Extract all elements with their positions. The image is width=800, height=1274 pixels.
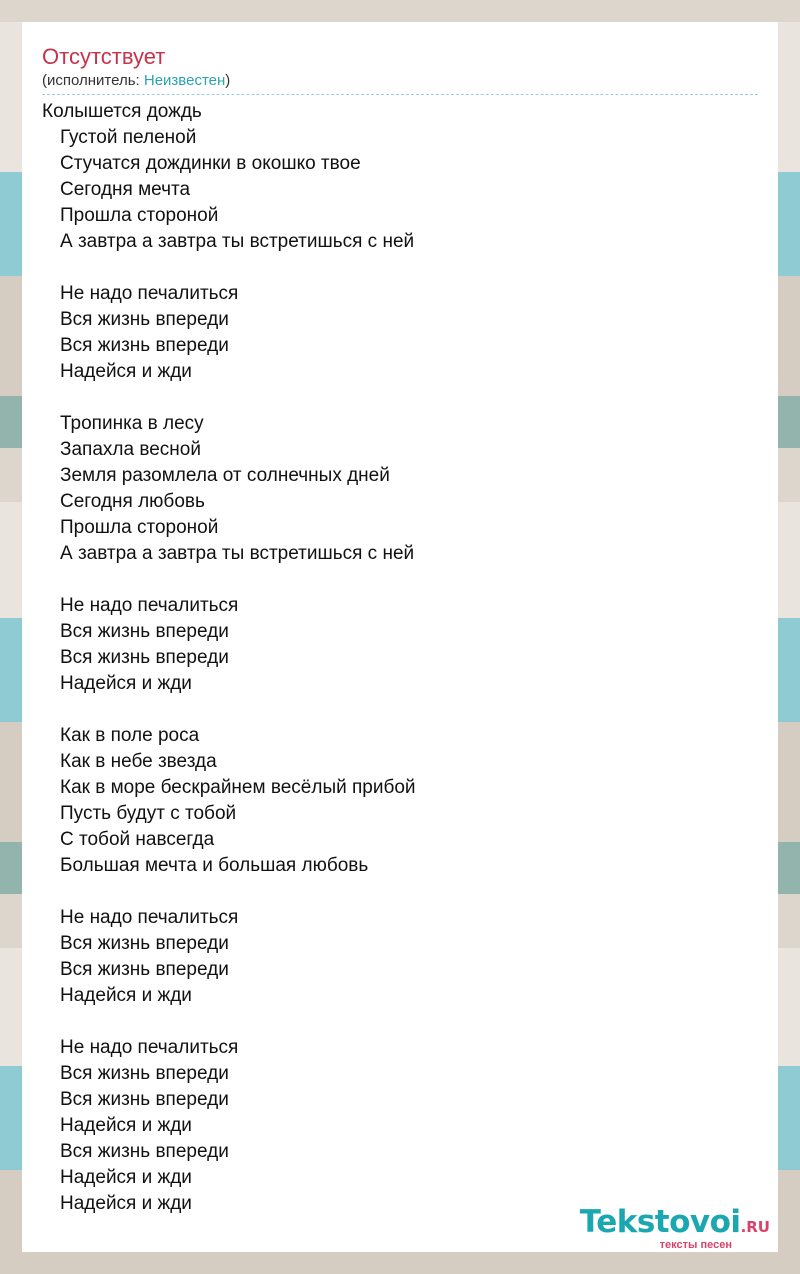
lyric-line: Как в море бескрайнем весёлый прибой <box>60 777 416 798</box>
song-title: Отсутствует <box>42 44 166 69</box>
lyric-line <box>42 879 758 905</box>
lyric-line: Надейся и жди <box>60 1115 192 1136</box>
lyric-line: Вся жизнь впереди <box>60 309 229 330</box>
lyric-line: Вся жизнь впереди <box>60 1141 229 1162</box>
lyric-line: Как в поле роса <box>60 725 200 746</box>
lyric-line: Сегодня мечта <box>60 179 191 200</box>
lyric-line: Не надо печалиться <box>60 1037 239 1058</box>
lyric-line: Надейся и жди <box>60 1193 192 1214</box>
lyric-line: Стучатся дождинки в окошко твое <box>60 153 361 174</box>
lyric-line: Надейся и жди <box>60 985 192 1006</box>
logo-domain: .RU <box>740 1218 770 1236</box>
lyric-line: Вся жизнь впереди <box>60 959 229 980</box>
lyric-line: Не надо печалиться <box>60 283 239 304</box>
lyric-line: Как в небе звезда <box>60 751 217 772</box>
lyric-line: Колышется дождь <box>42 101 202 122</box>
lyric-line: А завтра а завтра ты встретишься с ней <box>60 543 415 564</box>
lyric-line: Густой пеленой <box>60 127 197 148</box>
lyric-line: Надейся и жди <box>60 1167 192 1188</box>
logo-main-text: Tekstovoi <box>579 1204 741 1240</box>
lyric-line: А завтра а завтра ты встретишься с ней <box>60 231 415 252</box>
lyrics-text <box>42 99 758 1217</box>
lyric-line: Вся жизнь впереди <box>60 647 229 668</box>
lyric-line: Вся жизнь впереди <box>60 1063 229 1084</box>
lyric-line: Надейся и жди <box>60 361 192 382</box>
lyric-line: Большая мечта и большая любовь <box>60 855 369 876</box>
lyric-line: Вся жизнь впереди <box>60 621 229 642</box>
logo-tagline: тексты песен <box>659 1239 732 1251</box>
artist-prefix: (исполнитель: <box>42 72 144 89</box>
lyric-line: Надейся и жди <box>60 673 192 694</box>
lyric-line <box>42 567 758 593</box>
lyric-line: Не надо печалиться <box>60 907 239 928</box>
lyric-line <box>42 385 758 411</box>
lyric-line <box>42 697 758 723</box>
lyric-line: Вся жизнь впереди <box>60 933 229 954</box>
lyric-line: Вся жизнь впереди <box>60 1089 229 1110</box>
lyrics-card <box>22 22 778 1252</box>
lyric-line: С тобой навсегда <box>60 829 215 850</box>
lyric-line: Земля разомлела от солнечных дней <box>60 465 390 486</box>
lyric-line: Сегодня любовь <box>60 491 205 512</box>
lyric-line: Вся жизнь впереди <box>60 335 229 356</box>
lyric-line <box>42 1009 758 1035</box>
lyric-line <box>42 255 758 281</box>
lyric-line: Прошла стороной <box>60 205 219 226</box>
artist-line <box>42 71 758 91</box>
lyric-line: Пусть будут с тобой <box>60 803 237 824</box>
lyric-line: Тропинка в лесу <box>60 413 204 434</box>
lyric-line: Прошла стороной <box>60 517 219 538</box>
lyric-line: Запахла весной <box>60 439 201 460</box>
artist-link[interactable]: Неизвестен <box>143 72 226 89</box>
site-logo[interactable] <box>580 1205 770 1252</box>
divider <box>42 94 758 95</box>
lyric-line: Не надо печалиться <box>60 595 239 616</box>
artist-suffix: ) <box>225 72 231 89</box>
